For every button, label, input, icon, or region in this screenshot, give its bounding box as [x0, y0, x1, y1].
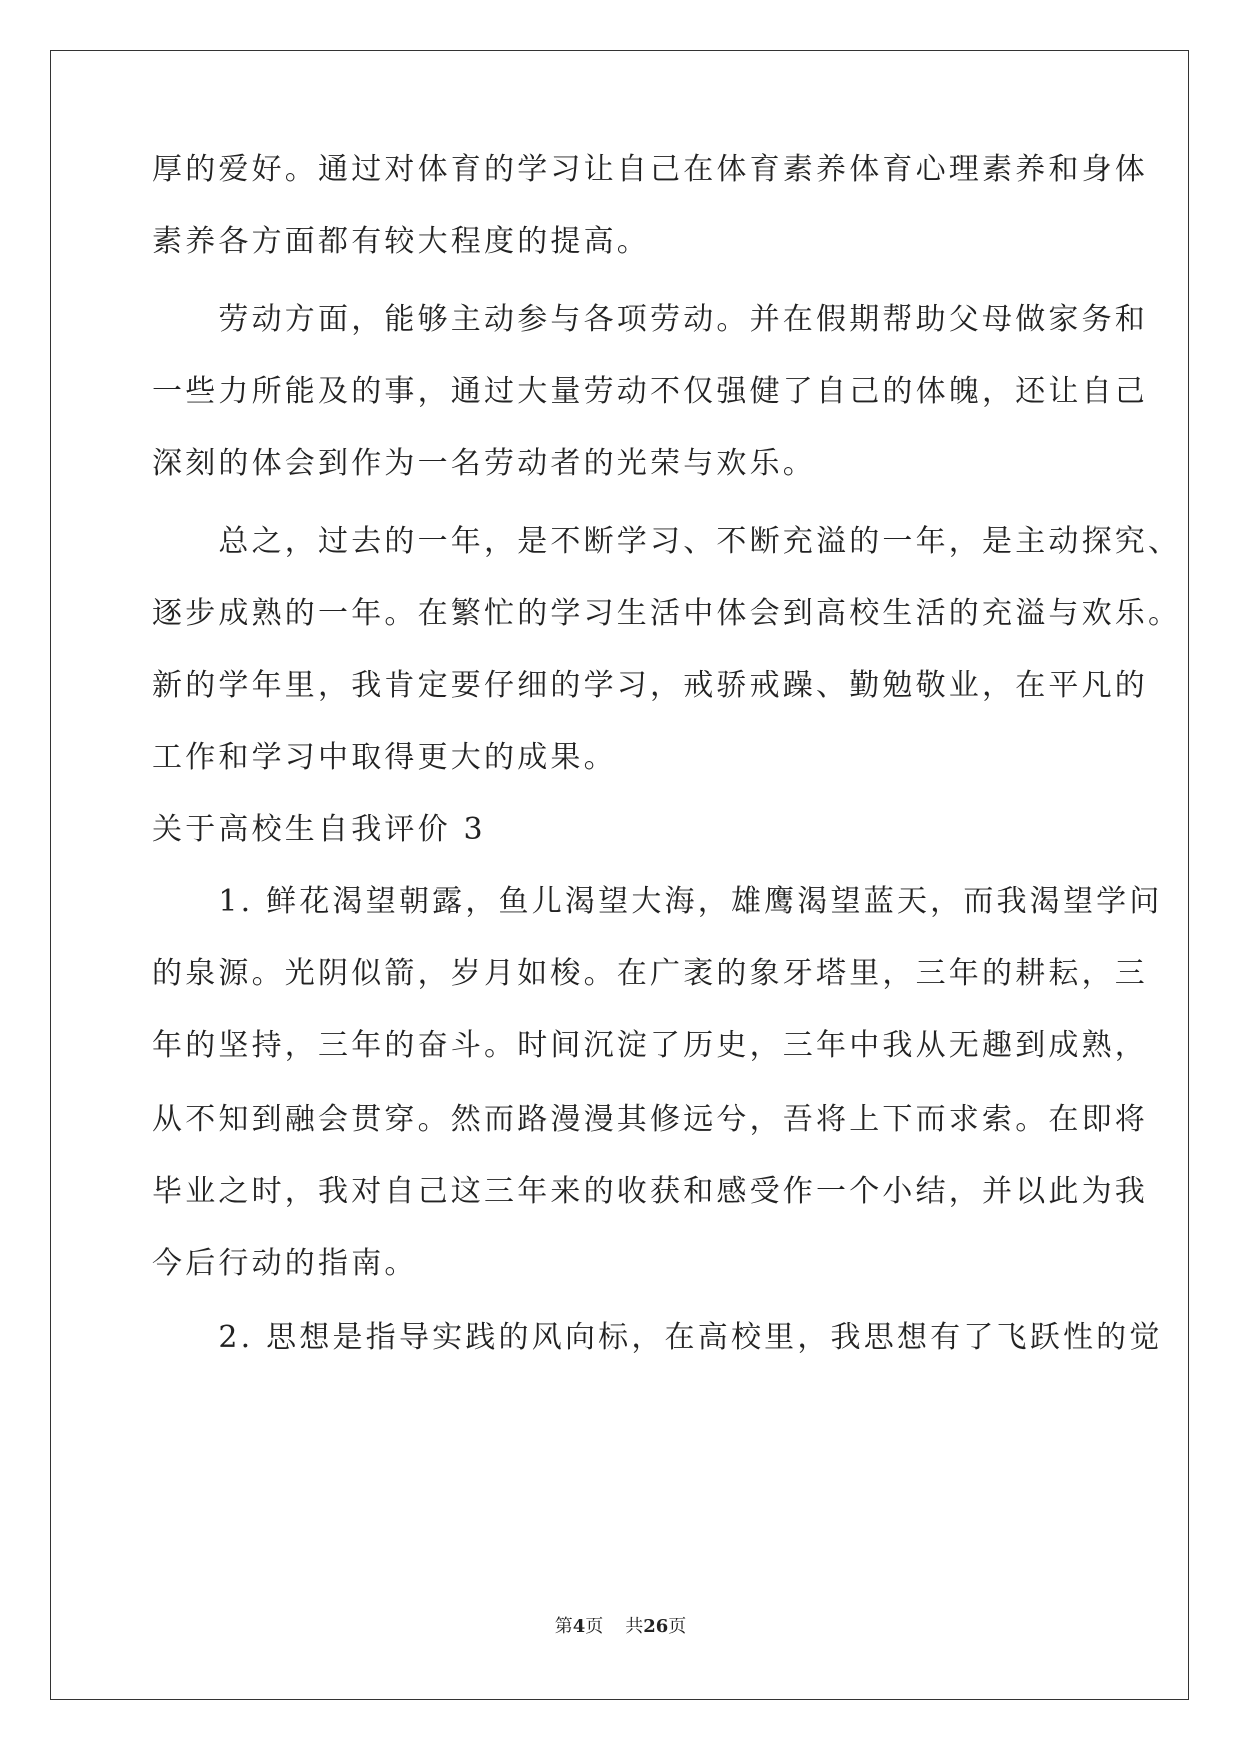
body-text-line: 一些力所能及的事，通过大量劳动不仅强健了自己的体魄，还让自己	[152, 374, 1148, 409]
body-text-line: 毕业之时，我对自己这三年来的收获和感受作一个小结，并以此为我	[152, 1174, 1148, 1209]
body-text-line: 1. 鲜花渴望朝露，鱼儿渴望大海，雄鹰渴望蓝天，而我渴望学问	[152, 884, 1163, 919]
footer-total-pages: 26	[643, 1616, 669, 1637]
footer-total-prefix: 共	[625, 1616, 644, 1637]
page-footer	[0, 1615, 1241, 1639]
body-text-line: 年的坚持，三年的奋斗。时间沉淀了历史，三年中我从无趣到成熟，	[152, 1028, 1148, 1063]
footer-page-number: 4	[572, 1616, 586, 1637]
body-text-line: 的泉源。光阴似箭，岁月如梭。在广袤的象牙塔里，三年的耕耘，三	[152, 956, 1148, 991]
body-text-line: 劳动方面，能够主动参与各项劳动。并在假期帮助父母做家务和	[152, 302, 1148, 337]
footer-total-suffix: 页	[668, 1616, 687, 1637]
section-heading: 关于高校生自我评价 3	[152, 812, 486, 847]
body-text-line: 厚的爱好。通过对体育的学习让自己在体育素养体育心理素养和身体	[152, 152, 1148, 187]
page-border	[50, 50, 1189, 1700]
body-text-line: 总之，过去的一年，是不断学习、不断充溢的一年，是主动探究、	[152, 524, 1182, 559]
body-text-line: 2. 思想是指导实践的风向标，在高校里，我思想有了飞跃性的觉	[152, 1320, 1163, 1355]
body-text-line: 素养各方面都有较大程度的提高。	[152, 224, 650, 259]
body-text-line: 今后行动的指南。	[152, 1246, 418, 1281]
body-text-line: 新的学年里，我肯定要仔细的学习，戒骄戒躁、勤勉敬业，在平凡的	[152, 668, 1148, 703]
footer-prefix: 第	[554, 1616, 573, 1637]
footer-page-suffix: 页	[585, 1616, 604, 1637]
body-text-line: 从不知到融会贯穿。然而路漫漫其修远兮，吾将上下而求索。在即将	[152, 1102, 1148, 1137]
body-text-line: 深刻的体会到作为一名劳动者的光荣与欢乐。	[152, 446, 816, 481]
body-text-line: 逐步成熟的一年。在繁忙的学习生活中体会到高校生活的充溢与欢乐。	[152, 596, 1182, 631]
body-text-line: 工作和学习中取得更大的成果。	[152, 740, 617, 775]
